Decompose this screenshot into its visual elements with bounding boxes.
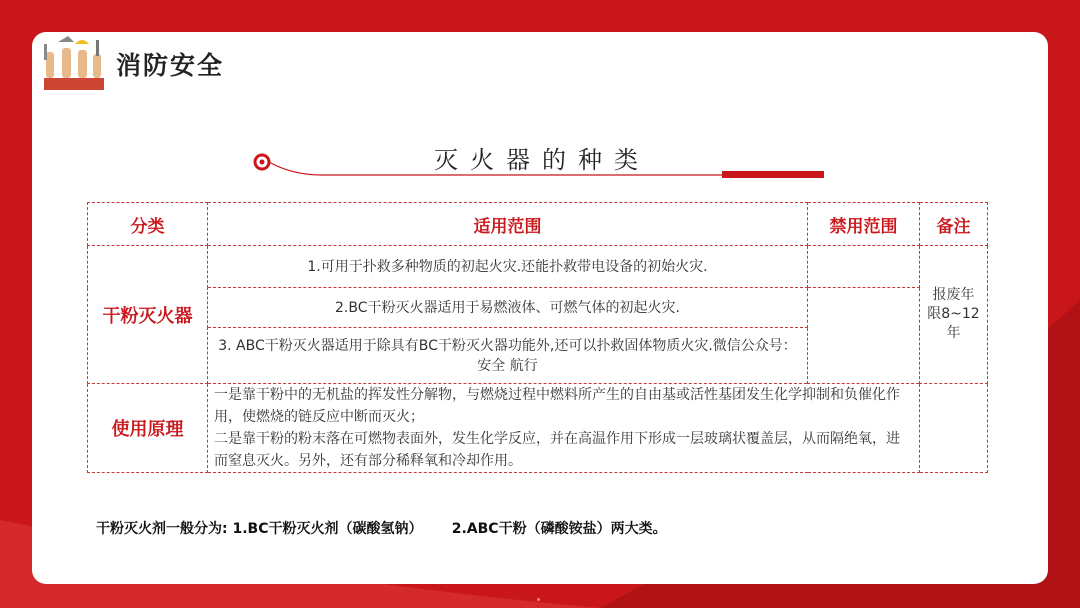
note-scrap-period: 报废年限8~12年 [920,246,988,384]
page-indicator [537,598,540,601]
header-scope: 适用范围 [208,203,808,246]
header-prohibited: 禁用范围 [808,203,920,246]
footer-note-part2: 2.ABC干粉（磷酸铵盐）两大类。 [451,521,667,537]
principle-text [208,384,920,473]
prohibited-cell-1 [808,246,920,288]
principle-line-1: 一是靠干粉中的无机盐的挥发性分解物，与燃烧过程中燃料所产生的自由基或活性基团发生化学抑制和负催化作用，使燃烧的链反应中断而灭火； [214,387,900,425]
footer-note [96,518,667,538]
scope-item-3: 3. ABC干粉灭火器适用于除具有BC干粉灭火器功能外,还可以扑救固体物质火灾.微信公众号：安全 航行 [208,328,808,384]
workers-with-tools-icon [38,34,108,92]
table-row [88,288,988,328]
main-title: 灭火器的种类 [434,146,650,174]
header-title: 消防安全 [116,51,225,80]
table-row [88,384,988,473]
category-dry-powder: 干粉灭火器 [88,246,208,384]
header-category: 分类 [88,203,208,246]
extinguisher-table [87,202,988,473]
prohibited-cell-2 [808,288,920,384]
table-header-row [88,203,988,246]
principle-line-2: 二是靠干粉的粉末落在可燃物表面外，发生化学反应，并在高温作用下形成一层玻璃状覆盖层，从而隔绝氧，进而窒息灭火。另外，还有部分稀释氧和冷却作用。 [214,431,900,469]
slide-card [32,32,1048,584]
table-row [88,246,988,288]
footer-note-part1: 干粉灭火剂一般分为: 1.BC干粉灭火剂（碳酸氢钠） [96,521,423,537]
scope-item-1: 1.可用于扑救多种物质的初起火灾.还能扑救带电设备的初始火灾. [208,246,808,288]
principle-note-cell [920,384,988,473]
category-principle: 使用原理 [88,384,208,473]
header-note: 备注 [920,203,988,246]
scope-item-2: 2.BC干粉灭火器适用于易燃液体、可燃气体的初起火灾. [208,288,808,328]
